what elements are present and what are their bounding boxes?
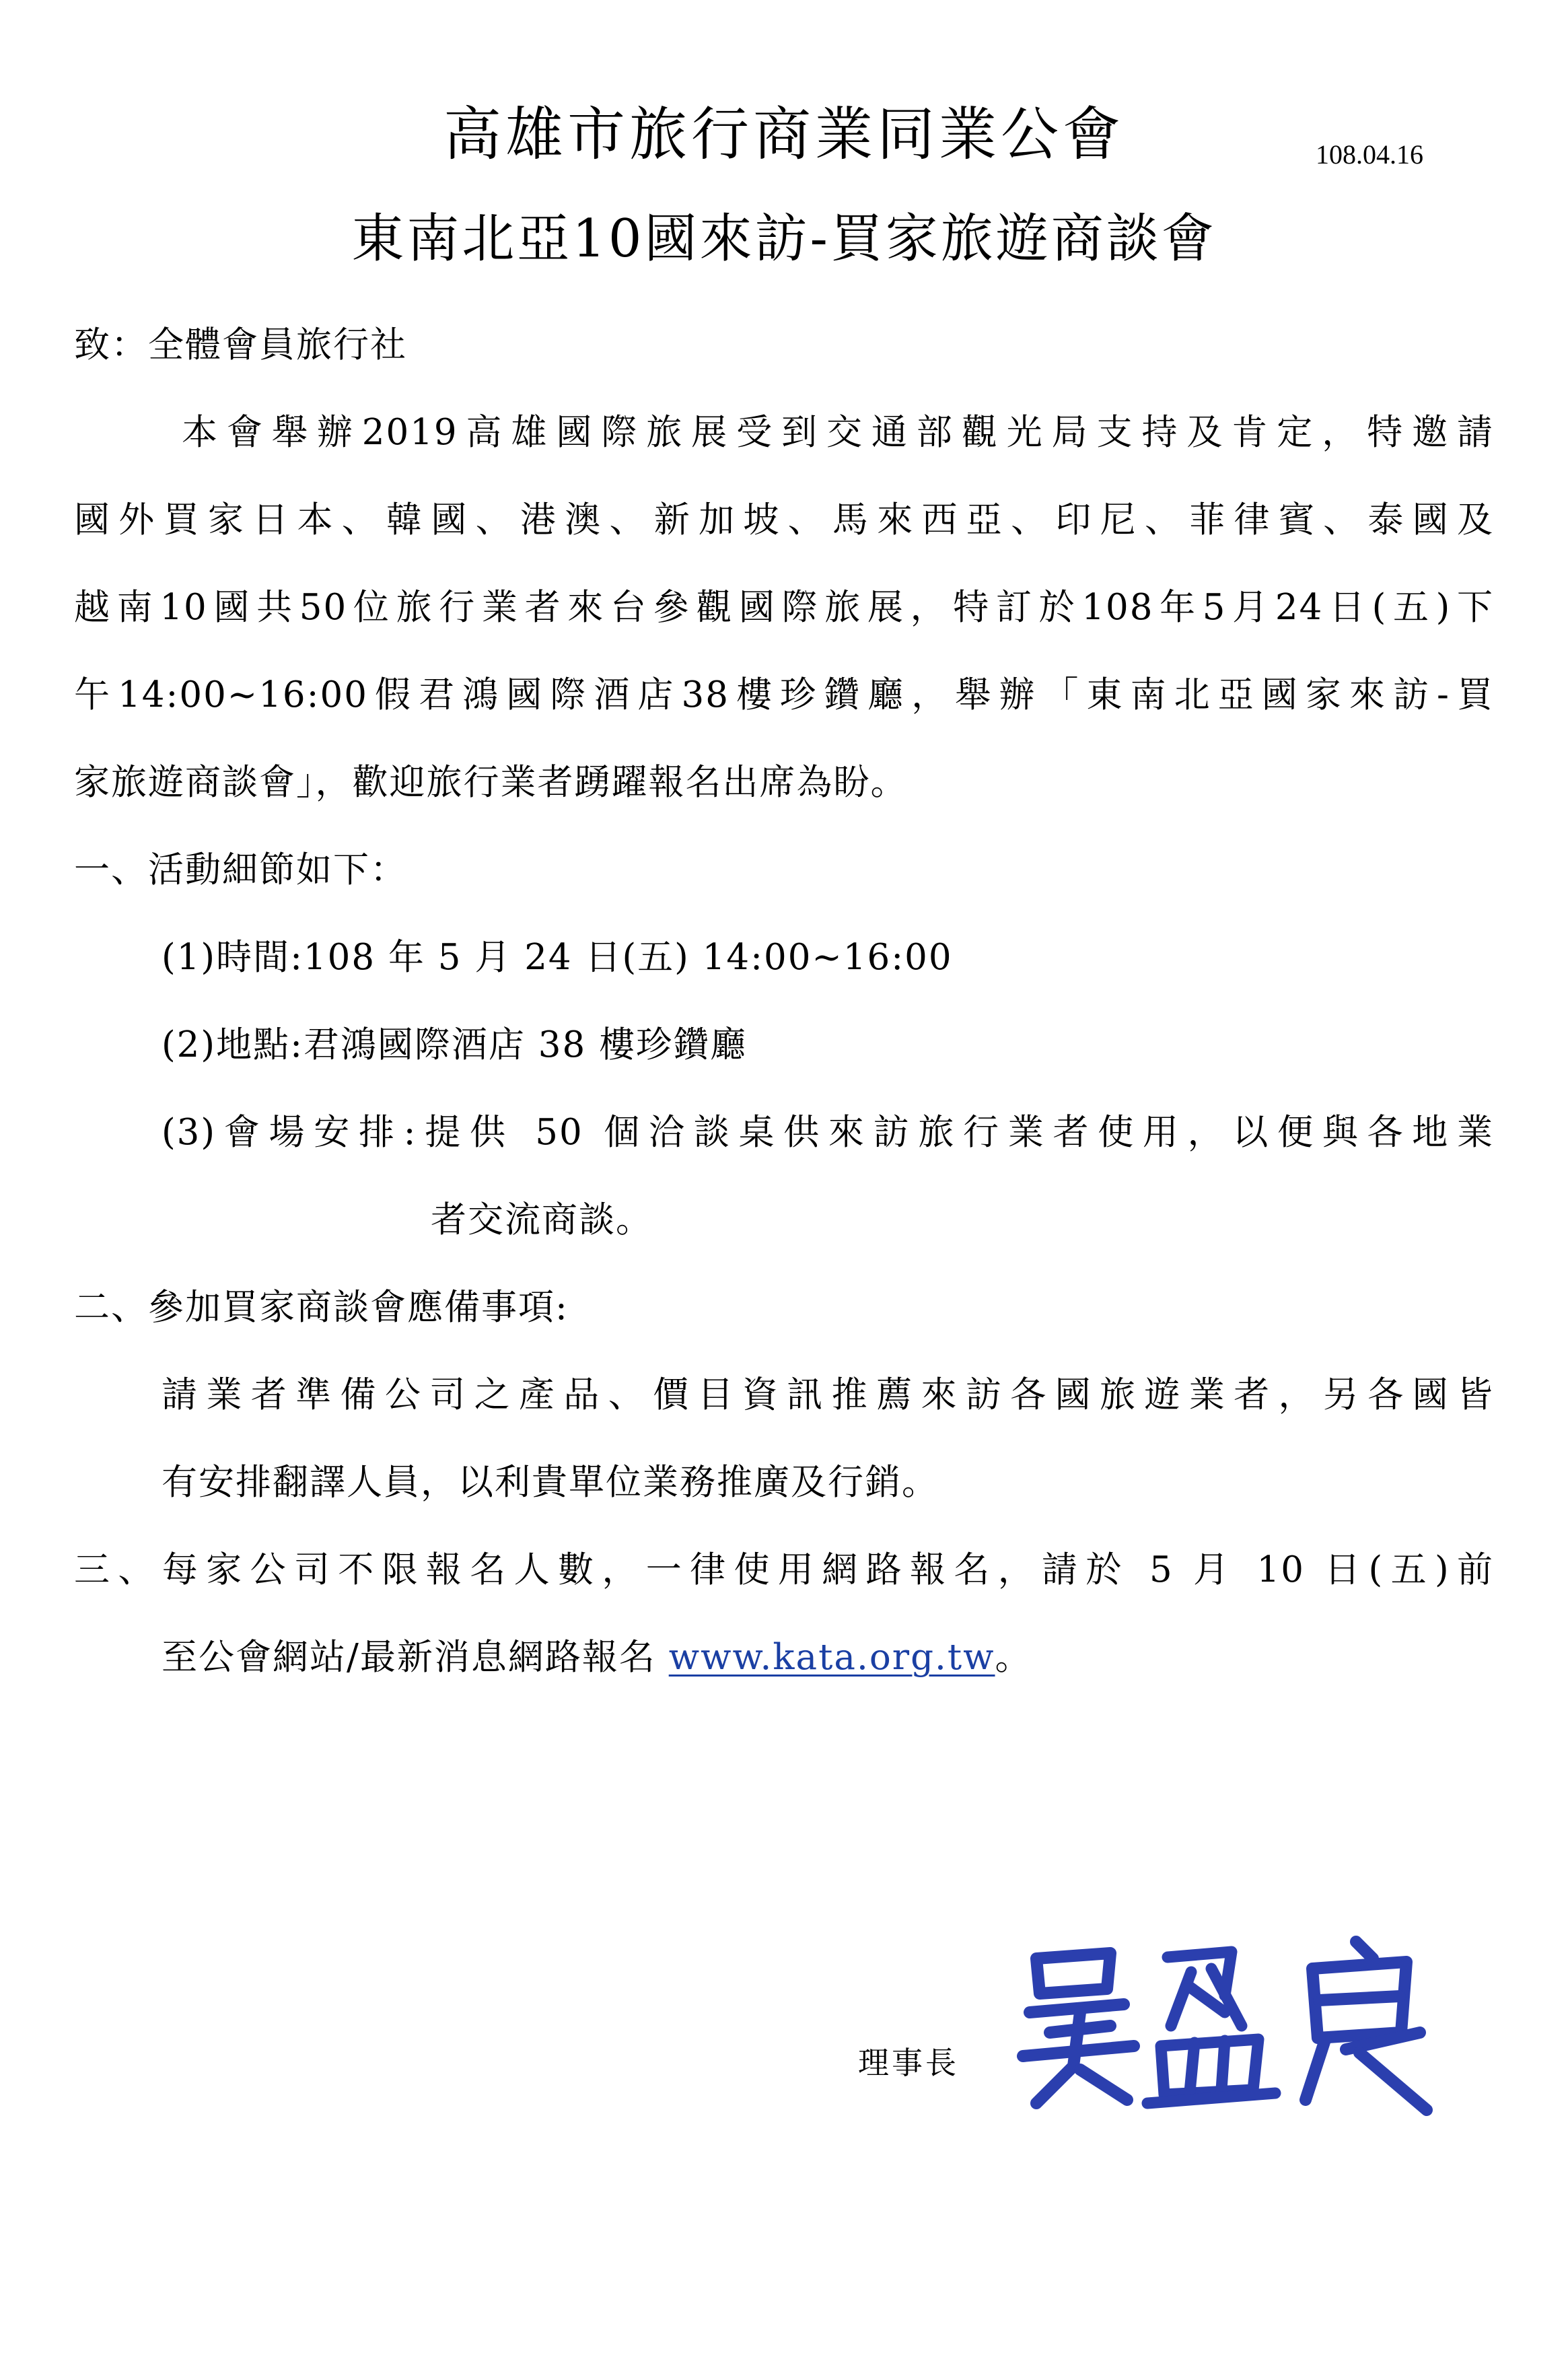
- section-3-line-2-prefix: 至公會網站/最新消息網路報名: [162, 1637, 669, 1678]
- section-1-item-time: (1)時間:108 年 5 月 24 日(五) 14:00~16:00: [162, 937, 953, 978]
- intro-line-2: 國外買家日本、韓國、港澳、新加坡、馬來西亞、印尼、菲律賓、泰國及: [74, 499, 1494, 540]
- event-title: 東南北亞10國來訪-買家旅遊商談會: [351, 209, 1217, 269]
- intro-line-4: 午14:00~16:00假君鴻國際酒店38樓珍鑽廳，舉辦「東南北亞國家來訪-買: [74, 674, 1494, 715]
- intro-line-1: 本會舉辦2019高雄國際旅展受到交通部觀光局支持及肯定，特邀請: [182, 412, 1494, 453]
- handwritten-signature: [1009, 1932, 1440, 2120]
- section-1-item-arrangement-continued: 者交流商談。: [431, 1199, 653, 1240]
- section-1-item-location: (2)地點:君鴻國際酒店 38 樓珍鑽廳: [162, 1024, 748, 1065]
- website-link[interactable]: www.kata.org.tw: [668, 1637, 995, 1678]
- section-3-line-1: 三、每家公司不限報名人數，一律使用網路報名，請於 5 月 10 日(五)前: [74, 1549, 1494, 1590]
- section-2-line-2: 有安排翻譯人員，以利貴單位業務推廣及行銷。: [162, 1462, 939, 1503]
- intro-line-3: 越南10國共50位旅行業者來台參觀國際旅展，特訂於108年5月24日(五)下: [74, 587, 1494, 628]
- section-1-heading: 一、活動細節如下：: [74, 849, 407, 890]
- document-date: 108.04.16: [1316, 139, 1423, 170]
- section-2-heading: 二、參加買家商談會應備事項:: [74, 1287, 569, 1328]
- signer-title: 理事長: [858, 2045, 959, 2081]
- section-3-line-2: [162, 1634, 1032, 1681]
- addressee: 致：全體會員旅行社: [74, 324, 407, 365]
- section-1-item-arrangement: (3)會場安排:提供 50 個洽談桌供來訪旅行業者使用，以便與各地業: [162, 1112, 1494, 1153]
- intro-line-5: 家旅遊商談會」，歡迎旅行業者踴躍報名出席為盼。: [74, 762, 908, 803]
- section-3-line-2-suffix: 。: [995, 1637, 1032, 1678]
- organization-title: 高雄市旅行商業同業公會: [443, 101, 1125, 168]
- section-2-line-1: 請業者準備公司之產品、價目資訊推薦來訪各國旅遊業者，另各國皆: [162, 1374, 1494, 1415]
